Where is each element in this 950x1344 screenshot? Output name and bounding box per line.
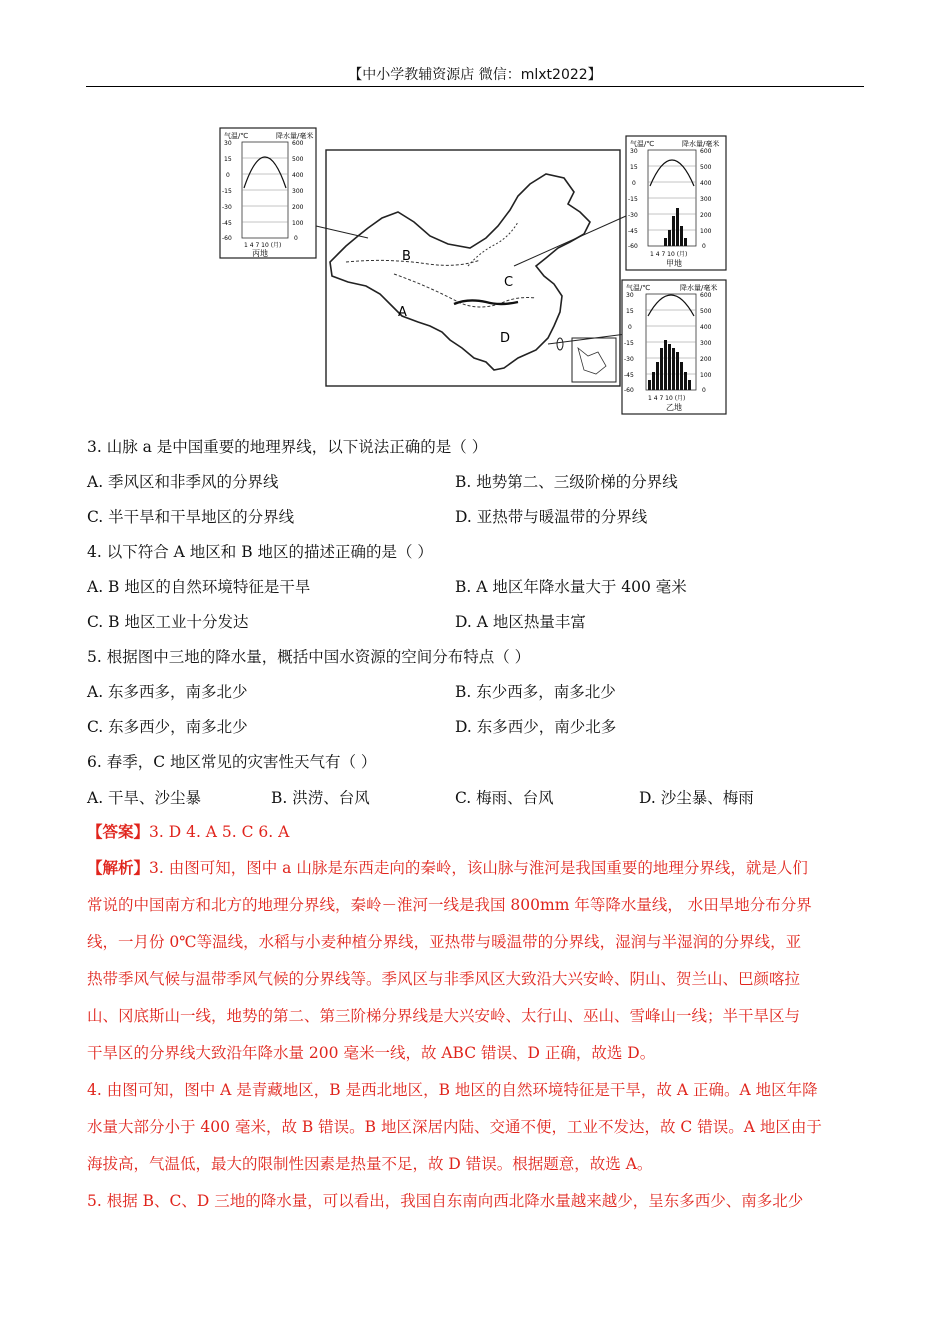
question-6-stem: 6. 春季，C 地区常见的灾害性天气有（ ）: [87, 753, 377, 771]
svg-text:丙地: 丙地: [252, 249, 268, 258]
svg-text:100: 100: [700, 372, 712, 379]
svg-text:200: 200: [292, 204, 304, 211]
svg-text:0: 0: [702, 243, 706, 250]
svg-text:500: 500: [700, 308, 712, 315]
svg-text:-30: -30: [222, 204, 232, 211]
analysis-line-6: 干旱区的分界线大致沿年降水量 200 毫米一线，故 ABC 错误、D 正确，故选 D。: [87, 1044, 656, 1062]
question-6-option-b: B. 洪涝、台风: [271, 789, 370, 807]
question-6-option-d: D. 沙尘暴、梅雨: [639, 789, 754, 807]
svg-text:15: 15: [626, 308, 634, 315]
svg-text:-60: -60: [222, 235, 232, 242]
svg-text:-30: -30: [628, 212, 638, 219]
svg-text:15: 15: [630, 164, 638, 171]
analysis-tag: 【解析】: [87, 858, 150, 877]
svg-text:降水量/毫米: 降水量/毫米: [682, 140, 720, 148]
svg-text:-30: -30: [624, 356, 634, 363]
svg-text:-45: -45: [624, 372, 634, 379]
svg-text:400: 400: [700, 180, 712, 187]
svg-text:乙地: 乙地: [666, 403, 682, 412]
svg-text:甲地: 甲地: [666, 259, 682, 268]
analysis-line-7: 4. 由图可知，图中 A 是青藏地区，B 是西北地区，B 地区的自然环境特征是干旱，故 A 正确。A 地区年降: [87, 1081, 818, 1099]
svg-text:200: 200: [700, 356, 712, 363]
svg-text:30: 30: [224, 140, 232, 147]
analysis-line-2: 常说的中国南方和北方的地理分界线，秦岭－淮河一线是我国 800mm 年等降水量线， 水田旱地分布分界: [87, 896, 812, 914]
climate-chart-bing: [220, 128, 316, 258]
question-3-option-c: C. 半干旱和干旱地区的分界线: [87, 508, 295, 526]
svg-text:1 4 7 10 (月): 1 4 7 10 (月): [648, 395, 686, 402]
svg-text:0: 0: [226, 172, 230, 179]
china-climate-map-figure: [218, 126, 730, 416]
svg-text:100: 100: [292, 220, 304, 227]
climate-chart-yi: [622, 280, 726, 414]
svg-text:500: 500: [700, 164, 712, 171]
question-4-option-a: A. B 地区的自然环境特征是干旱: [87, 578, 311, 596]
svg-text:-15: -15: [624, 340, 634, 347]
svg-text:300: 300: [700, 196, 712, 203]
svg-text:300: 300: [700, 340, 712, 347]
svg-text:200: 200: [700, 212, 712, 219]
svg-text:0: 0: [628, 324, 632, 331]
svg-text:0: 0: [702, 387, 706, 394]
page-header: 【中小学教辅资源店 微信：mlxt2022】: [348, 67, 602, 83]
climate-chart-jia: [626, 136, 726, 270]
analysis-line-5: 山、冈底斯山一线，地势的第二、第三阶梯分界线是大兴安岭、太行山、巫山、雪峰山一线；半干旱区与: [87, 1007, 801, 1025]
question-6-option-a: A. 干旱、沙尘暴: [87, 789, 202, 807]
analysis-line-8: 水量大部分小于 400 毫米，故 B 错误。B 地区深居内陆、交通不便，工业不发达，故 C 错误。A 地区由于: [87, 1118, 822, 1136]
question-4-option-d: D. A 地区热量丰富: [455, 613, 586, 631]
svg-text:气温/℃: 气温/℃: [626, 284, 651, 292]
answer-line: [87, 822, 863, 842]
question-3-stem: 3. 山脉 a 是中国重要的地理界线，以下说法正确的是（ ）: [87, 438, 488, 456]
svg-text:400: 400: [292, 172, 304, 179]
region-label-c: C: [504, 275, 514, 290]
svg-text:100: 100: [700, 228, 712, 235]
svg-text:30: 30: [630, 148, 638, 155]
svg-text:-60: -60: [624, 387, 634, 394]
svg-text:300: 300: [292, 188, 304, 195]
question-3-option-b: B. 地势第二、三级阶梯的分界线: [455, 473, 678, 491]
analysis-line-4: 热带季风气候与温带季风气候的分界线等。季风区与非季风区大致沿大兴安岭、阴山、贺兰山、巴颜喀拉: [87, 970, 801, 988]
analysis-line-10: 5. 根据 B、C、D 三地的降水量，可以看出，我国自东南向西北降水量越来越少，呈东多西少、南多北少: [87, 1192, 804, 1210]
svg-text:1 4 7 10 (月): 1 4 7 10 (月): [650, 251, 688, 258]
analysis-line-1: [87, 858, 863, 878]
svg-text:30: 30: [626, 292, 634, 299]
svg-text:-15: -15: [628, 196, 638, 203]
header-divider: [86, 86, 864, 87]
svg-text:降水量/毫米: 降水量/毫米: [276, 132, 314, 140]
svg-text:500: 500: [292, 156, 304, 163]
svg-text:400: 400: [700, 324, 712, 331]
question-5-option-c: C. 东多西少，南多北少: [87, 718, 248, 736]
question-4-option-c: C. B 地区工业十分发达: [87, 613, 249, 631]
region-label-b: B: [402, 249, 411, 264]
analysis-line-3: 线，一月份 0℃等温线，水稻与小麦种植分界线，亚热带与暖温带的分界线，湿润与半湿润的分界线，亚: [87, 933, 802, 951]
question-5-option-b: B. 东少西多，南多北少: [455, 683, 616, 701]
svg-text:0: 0: [294, 235, 298, 242]
svg-text:0: 0: [632, 180, 636, 187]
question-6-option-c: C. 梅雨、台风: [455, 789, 554, 807]
svg-text:15: 15: [224, 156, 232, 163]
answer-tag: 【答案】: [87, 822, 150, 841]
svg-text:-45: -45: [222, 220, 232, 227]
region-label-a: A: [398, 305, 407, 320]
answer-text: 3. D 4. A 5. C 6. A: [149, 823, 290, 841]
svg-text:1 4 7 10 (月): 1 4 7 10 (月): [244, 242, 282, 249]
question-4-stem: 4. 以下符合 A 地区和 B 地区的描述正确的是（ ）: [87, 543, 433, 561]
svg-text:-15: -15: [222, 188, 232, 195]
svg-text:600: 600: [292, 140, 304, 147]
question-5-option-a: A. 东多西多，南多北少: [87, 683, 248, 701]
question-4-option-b: B. A 地区年降水量大于 400 毫米: [455, 578, 687, 596]
svg-text:降水量/毫米: 降水量/毫米: [680, 284, 718, 292]
svg-text:-60: -60: [628, 243, 638, 250]
svg-text:气温/℃: 气温/℃: [630, 140, 655, 148]
question-3-option-d: D. 亚热带与暖温带的分界线: [455, 508, 648, 526]
svg-text:-45: -45: [628, 228, 638, 235]
svg-text:600: 600: [700, 292, 712, 299]
analysis-line-9: 海拔高，气温低，最大的限制性因素是热量不足，故 D 错误。根据题意，故选 A。: [87, 1155, 653, 1173]
question-3-option-a: A. 季风区和非季风的分界线: [87, 473, 279, 491]
region-label-d: D: [500, 331, 511, 346]
analysis-text-1: 3. 由图可知，图中 a 山脉是东西走向的秦岭，该山脉与淮河是我国重要的地理分界线，就是人们: [149, 859, 808, 877]
svg-text:气温/℃: 气温/℃: [224, 132, 249, 140]
question-5-stem: 5. 根据图中三地的降水量，概括中国水资源的空间分布特点（ ）: [87, 648, 531, 666]
svg-text:600: 600: [700, 148, 712, 155]
question-5-option-d: D. 东多西少，南少北多: [455, 718, 617, 736]
